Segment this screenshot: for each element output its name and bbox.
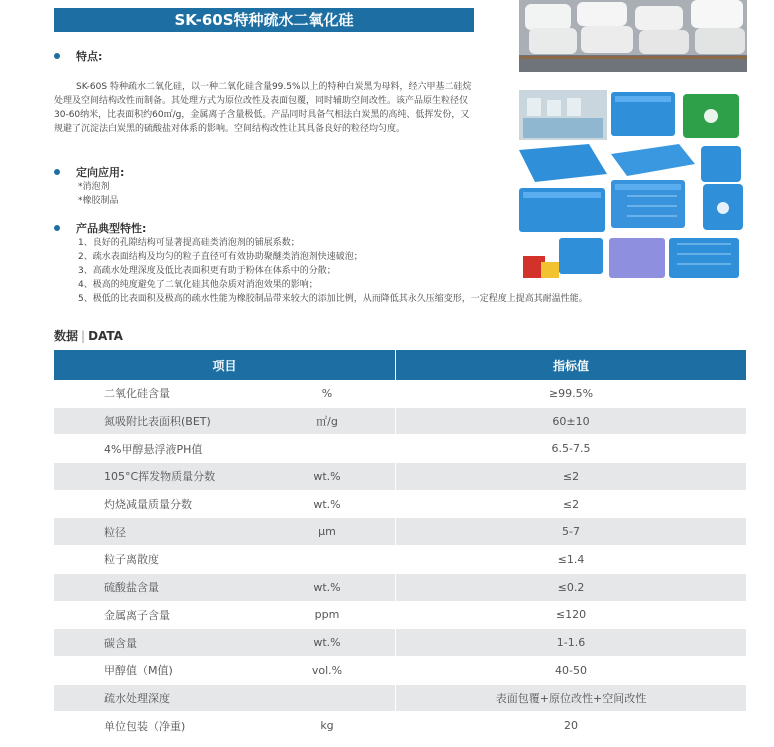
row-unit (259, 546, 396, 574)
header-value: 指标值 (396, 350, 747, 380)
properties-heading-text: 产品典型特性: (76, 222, 147, 235)
features-heading (54, 48, 102, 64)
row-value: 60±10 (396, 407, 747, 435)
product-bags-photo (519, 0, 747, 72)
row-unit: ㎡/g (259, 407, 396, 435)
row-unit: kg (259, 712, 396, 740)
row-name: 单位包装（净重) (54, 712, 259, 740)
list-item: 1、良好的孔隙结构可显著提高硅类消泡剂的铺展系数； (78, 238, 300, 248)
row-unit: wt.% (259, 490, 396, 518)
data-section-heading (54, 327, 123, 344)
row-name: 氮吸附比表面积(BET) (54, 407, 259, 435)
table-row (54, 518, 746, 546)
row-unit (259, 435, 396, 463)
row-value: 表面包覆+原位改性+空间改性 (396, 684, 747, 712)
table-header-row (54, 350, 746, 380)
list-item: 2、疏水表面结构及均匀的粒子直径可有效协助聚醚类消泡剂快速破泡； (78, 252, 363, 262)
features-paragraph: SK-60S 特种疏水二氧化硅，以一种二氧化硅含量99.5%以上的特种白炭黑为母料，经六甲基二硅烷处理及空间结构改性而制备。其处理方式为原位改性及表面包覆，同时辅助空间改性。该产品原生粒径仅30-60纳米，比表面积约60㎡/g，金属离子含量极低。产品同时具备气相法白炭黑的高纯、低挥发份，又规避了沉淀法白炭黑的硫酸盐对体系的影响。空间结构改性让其具备良好的粒径均匀度。 (54, 82, 472, 134)
bullet-icon (54, 169, 60, 175)
table-row (54, 601, 746, 629)
table-row (54, 407, 746, 435)
row-name: 硫酸盐含量 (54, 573, 259, 601)
row-unit: ppm (259, 601, 396, 629)
applications-heading (54, 164, 124, 180)
table-row (54, 712, 746, 740)
bullet-icon (54, 225, 60, 231)
row-value: 5-7 (396, 518, 747, 546)
table-row (54, 463, 746, 491)
list-item: 4、极高的纯度避免了二氧化硅其他杂质对消泡效果的影响； (78, 280, 318, 290)
row-value: 40-50 (396, 656, 747, 684)
row-value: 20 (396, 712, 747, 740)
row-value: 6.5-7.5 (396, 435, 747, 463)
row-value: ≤0.2 (396, 573, 747, 601)
data-label-en: DATA (88, 329, 123, 343)
bags-image (519, 0, 747, 72)
row-value: ≤2 (396, 463, 747, 491)
list-item: 5、极低的比表面积及极高的疏水性能为橡胶制品带来较大的添加比例，从而降低其永久压缩变形，一定程度上提高其耐温性能。 (78, 294, 588, 304)
row-name: 4%甲醇悬浮液PH值 (54, 435, 259, 463)
spec-table (54, 350, 746, 740)
table-row (54, 684, 746, 712)
row-value: ≤120 (396, 601, 747, 629)
row-name: 灼烧减量质量分数 (54, 490, 259, 518)
properties-list (78, 236, 588, 306)
row-value: ≤1.4 (396, 546, 747, 574)
table-row (54, 629, 746, 657)
table-row (54, 546, 746, 574)
data-separator: | (81, 329, 86, 343)
row-name: 105°C挥发物质量分数 (54, 463, 259, 491)
table-row (54, 435, 746, 463)
row-unit (259, 684, 396, 712)
bullet-icon (54, 53, 60, 59)
row-unit: wt.% (259, 629, 396, 657)
table-row (54, 573, 746, 601)
row-name: 疏水处理深度 (54, 684, 259, 712)
row-unit: vol.% (259, 656, 396, 684)
row-value: ≥99.5% (396, 380, 747, 407)
applications-list (78, 180, 119, 208)
row-name: 粒子离散度 (54, 546, 259, 574)
list-item: *橡胶制品 (78, 196, 119, 206)
row-name: 金属离子含量 (54, 601, 259, 629)
applications-heading-text: 定向应用: (76, 166, 125, 179)
row-unit: wt.% (259, 573, 396, 601)
row-name: 甲醇值（M值) (54, 656, 259, 684)
row-unit: % (259, 380, 396, 407)
row-name: 二氧化硅含量 (54, 380, 259, 407)
table-row (54, 380, 746, 407)
header-item: 项目 (54, 350, 396, 380)
list-item: 3、高疏水处理深度及低比表面积更有助于粉体在体系中的分散； (78, 266, 336, 276)
row-name: 碳含量 (54, 629, 259, 657)
row-value: ≤2 (396, 490, 747, 518)
product-title: SK-60S特种疏水二氧化硅 (54, 8, 474, 32)
row-unit: μm (259, 518, 396, 546)
row-name: 粒径 (54, 518, 259, 546)
features-heading-text: 特点: (76, 50, 103, 63)
table-row (54, 490, 746, 518)
list-item: *消泡剂 (78, 182, 110, 192)
row-unit: wt.% (259, 463, 396, 491)
table-row (54, 656, 746, 684)
data-label-cn: 数据 (54, 329, 79, 343)
properties-heading (54, 220, 146, 236)
row-value: 1-1.6 (396, 629, 747, 657)
